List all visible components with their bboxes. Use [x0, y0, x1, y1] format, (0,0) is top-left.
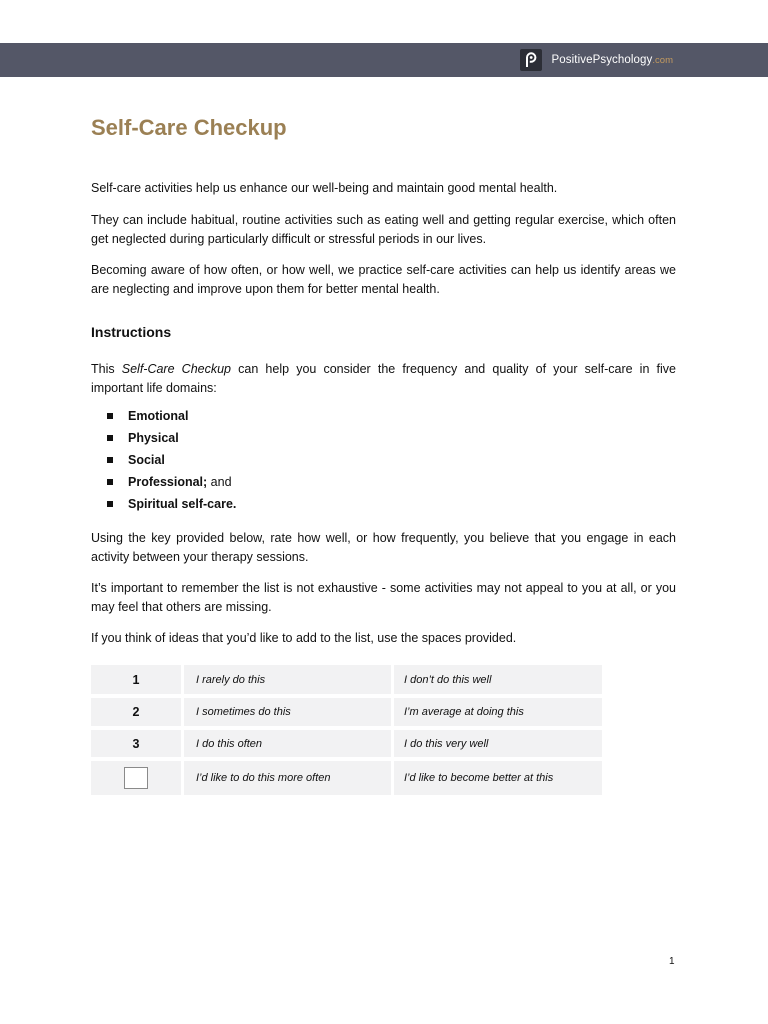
- positivepsychology-logo-icon: [520, 49, 542, 71]
- instructions-heading: Instructions: [91, 324, 172, 340]
- domain-name: Emotional: [128, 409, 189, 423]
- page-title: Self-Care Checkup: [91, 115, 287, 140]
- instructions-text-prefix: This: [91, 362, 122, 376]
- key-quality: I don’t do this well: [394, 665, 602, 694]
- instructions-text-suffix: can help you consider the frequency and quality of your self-care in five important life domains:: [91, 362, 676, 395]
- intro-paragraph-3: Becoming aware of how often, or how well, we practice self-care activities can help us identify areas we are neglecting and improve upon them for better mental health.: [91, 263, 676, 296]
- list-item: [91, 449, 236, 471]
- bullet-icon: [107, 501, 113, 507]
- intro-paragraph-2: They can include habitual, routine activities such as eating well and getting regular exercise, which often get neglected during particularly difficult or stressful periods in our lives.: [91, 213, 676, 246]
- domain-name: Physical: [128, 431, 179, 445]
- exhaustive-note: It’s important to remember the list is not exhaustive - some activities may not appeal to you at all, or you may feel that others are missing.: [91, 581, 676, 614]
- key-quality: I’m average at doing this: [394, 698, 602, 726]
- table-row: [91, 730, 602, 757]
- key-quality: I do this very well: [394, 730, 602, 757]
- key-code: 2: [91, 698, 181, 726]
- key-code: 1: [91, 665, 181, 694]
- brand-tld: .com: [652, 54, 673, 66]
- key-frequency: I sometimes do this: [184, 698, 391, 726]
- checkbox-icon[interactable]: [124, 767, 148, 789]
- key-quality: I’d like to become better at this: [394, 761, 602, 795]
- worksheet-name: Self-Care Checkup: [121, 362, 232, 376]
- list-item: [91, 493, 236, 515]
- domain-name: Social: [128, 453, 165, 467]
- bullet-icon: [107, 479, 113, 485]
- key-frequency: I rarely do this: [184, 665, 391, 694]
- brand[interactable]: [520, 50, 673, 70]
- domain-list: [91, 405, 236, 515]
- table-row: [91, 761, 602, 795]
- list-item: [91, 405, 236, 427]
- bullet-icon: [107, 457, 113, 463]
- domain-suffix: and: [207, 475, 232, 489]
- rating-instructions: Using the key provided below, rate how well, or how frequently, you believe that you engage in each activity between your therapy sessions.: [91, 531, 676, 564]
- rating-key-table: [91, 665, 602, 799]
- key-frequency: I’d like to do this more often: [184, 761, 391, 795]
- table-row: [91, 698, 602, 726]
- key-frequency: I do this often: [184, 730, 391, 757]
- page-number: 1: [669, 956, 675, 967]
- bullet-icon: [107, 435, 113, 441]
- brand-name: PositivePsychology: [551, 54, 653, 66]
- add-ideas-note: If you think of ideas that you’d like to add to the list, use the spaces provided.: [91, 631, 517, 645]
- key-code-cell: [91, 761, 181, 795]
- domain-name: Professional;: [128, 475, 208, 489]
- table-row: [91, 665, 602, 694]
- key-code: 3: [91, 730, 181, 757]
- list-item: [91, 427, 236, 449]
- bullet-icon: [107, 413, 113, 419]
- header-bar: [0, 43, 768, 77]
- list-item: [91, 471, 236, 493]
- intro-paragraph-1: Self-care activities help us enhance our well-being and maintain good mental health.: [91, 181, 558, 195]
- instructions-paragraph: [91, 360, 676, 397]
- domain-name: Spiritual self-care.: [128, 497, 237, 511]
